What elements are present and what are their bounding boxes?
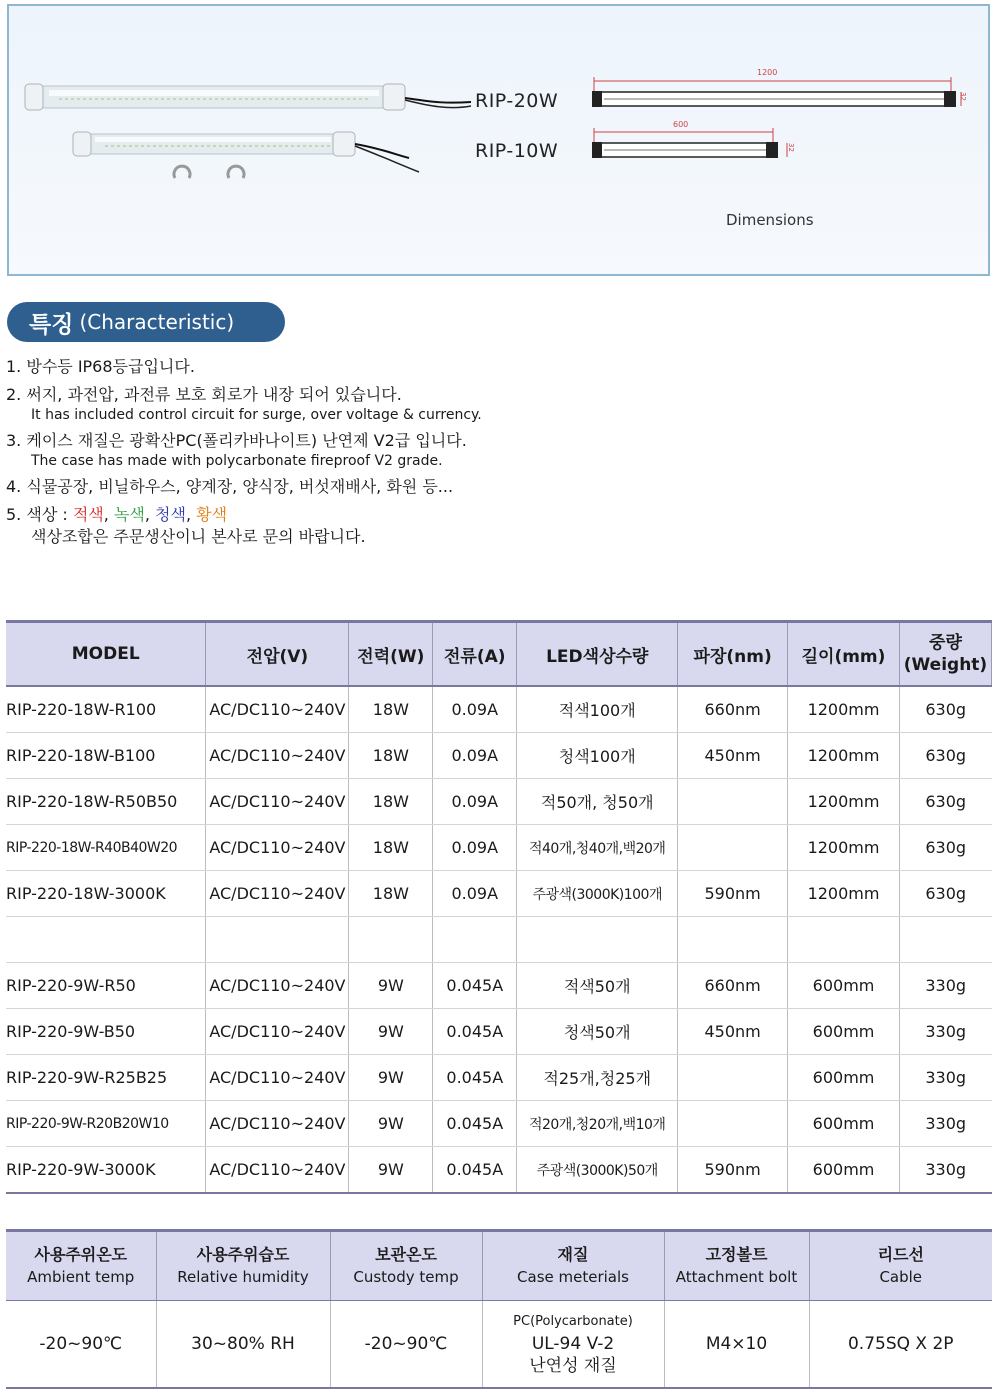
cell-power: 9W xyxy=(349,963,433,1009)
table-row xyxy=(6,1055,992,1101)
header-ambient-temp: 사용주위온도 Ambient temp xyxy=(6,1231,156,1301)
cell-voltage: AC/DC110~240V xyxy=(206,1101,349,1147)
cell-current: 0.09A xyxy=(433,779,517,825)
cell-led-count: 주광색(3000K)100개 xyxy=(517,871,678,917)
cell-wavelength: 590nm xyxy=(678,1147,788,1194)
environment-values-row xyxy=(6,1301,992,1389)
color-orange: 황색 xyxy=(196,505,228,524)
cell-wavelength: 660nm xyxy=(678,686,788,733)
cell-length: 1200mm xyxy=(788,686,900,733)
feature-item-4: 4. 식물공장, 비닐하우스, 양계장, 양식장, 버섯재배사, 화원 등... xyxy=(6,477,454,496)
header-custody-temp: 보관온도 Custody temp xyxy=(330,1231,482,1301)
cell-model: RIP-220-9W-R50 xyxy=(6,963,206,1009)
cell-power: 9W xyxy=(349,1055,433,1101)
cell-wavelength xyxy=(678,1101,788,1147)
cell-length: 600mm xyxy=(788,1055,900,1101)
cell-model: RIP-220-9W-B50 xyxy=(6,1009,206,1055)
lamp-10w-image xyxy=(73,132,419,172)
feature-list xyxy=(6,356,766,554)
cell-power: 9W xyxy=(349,1147,433,1194)
cell-led-count: 적색100개 xyxy=(517,686,678,733)
cell-length: 1200mm xyxy=(788,825,900,871)
cell-voltage: AC/DC110~240V xyxy=(206,733,349,779)
cell-led-count: 적40개,청40개,백20개 xyxy=(517,825,678,871)
cell-current: 0.09A xyxy=(433,686,517,733)
cell-length: 1200mm xyxy=(788,733,900,779)
cell-voltage: AC/DC110~240V xyxy=(206,1009,349,1055)
cell-voltage xyxy=(206,917,349,963)
section-title-en: (Characteristic) xyxy=(79,310,235,334)
custody-temp-value: -20~90℃ xyxy=(330,1301,482,1389)
cell-led-count: 적색50개 xyxy=(517,963,678,1009)
cell-model: RIP-220-18W-3000K xyxy=(6,871,206,917)
cell-power xyxy=(349,917,433,963)
header-humidity: 사용주위습도 Relative humidity xyxy=(156,1231,330,1301)
color-green: 녹색 xyxy=(113,505,145,524)
cell-model: RIP-220-9W-R25B25 xyxy=(6,1055,206,1101)
cell-weight: 630g xyxy=(899,825,991,871)
cell-wavelength: 450nm xyxy=(678,733,788,779)
material-value: PC(Polycarbonate) UL-94 V-2 난연성 재질 xyxy=(482,1301,664,1389)
header-weight: 중량 (Weight) xyxy=(899,622,991,687)
dim-10w-length: 600 xyxy=(673,120,689,129)
lamp-20w-image xyxy=(25,84,471,110)
cell-current: 0.045A xyxy=(433,1147,517,1194)
cell-current: 0.09A xyxy=(433,871,517,917)
table-row xyxy=(6,917,992,963)
table-row xyxy=(6,686,992,733)
feature-item-2: 2. 써지, 과전압, 과전류 보호 회로가 내장 되어 있습니다. It has included control circuit for surge, over voltage & currency. xyxy=(6,385,482,423)
dimension-drawing-20w xyxy=(592,77,961,107)
feature-item-1: 1. 방수등 IP68등급입니다. xyxy=(6,357,195,376)
table-row xyxy=(6,1101,992,1147)
cell-weight: 630g xyxy=(899,779,991,825)
cell-voltage: AC/DC110~240V xyxy=(206,686,349,733)
cell-wavelength: 590nm xyxy=(678,871,788,917)
cell-voltage: AC/DC110~240V xyxy=(206,779,349,825)
header-voltage: 전압(V) xyxy=(206,622,349,687)
cell-weight: 330g xyxy=(899,1147,991,1194)
spec-table-header xyxy=(6,622,992,687)
cell-led-count: 적50개, 청50개 xyxy=(517,779,678,825)
cell-weight: 630g xyxy=(899,871,991,917)
cell-voltage: AC/DC110~240V xyxy=(206,963,349,1009)
cell-weight: 330g xyxy=(899,963,991,1009)
header-material: 재질 Case meterials xyxy=(482,1231,664,1301)
cell-power: 18W xyxy=(349,779,433,825)
color-red: 적색 xyxy=(72,505,104,524)
environment-table-header xyxy=(6,1231,992,1301)
table-row xyxy=(6,825,992,871)
cell-led-count: 주광색(3000K)50개 xyxy=(517,1147,678,1194)
cell-power: 18W xyxy=(349,733,433,779)
header-power: 전력(W) xyxy=(349,622,433,687)
cell-power: 18W xyxy=(349,871,433,917)
dim-10w-height: 32 xyxy=(787,143,795,152)
cell-led-count: 청색50개 xyxy=(517,1009,678,1055)
cell-power: 9W xyxy=(349,1101,433,1147)
cell-current: 0.09A xyxy=(433,733,517,779)
cell-power: 18W xyxy=(349,686,433,733)
header-cable: 리드선 Cable xyxy=(809,1231,992,1301)
header-model: MODEL xyxy=(6,622,206,687)
cell-weight: 630g xyxy=(899,686,991,733)
cell-wavelength: 660nm xyxy=(678,963,788,1009)
feature-item-5: 5. 색상 : 적색, 녹색, 청색, 황색 색상조합은 주문생산이니 본사로 문의 바랍니다. xyxy=(6,505,366,546)
cell-voltage: AC/DC110~240V xyxy=(206,825,349,871)
cable-value: 0.75SQ X 2P xyxy=(809,1301,992,1389)
cell-wavelength: 450nm xyxy=(678,1009,788,1055)
ambient-temp-value: -20~90℃ xyxy=(6,1301,156,1389)
table-row xyxy=(6,871,992,917)
product-hero-panel xyxy=(7,4,990,276)
characteristic-section-title xyxy=(7,302,285,342)
cell-weight: 330g xyxy=(899,1009,991,1055)
cell-model: RIP-220-18W-B100 xyxy=(6,733,206,779)
table-row xyxy=(6,1009,992,1055)
cell-current: 0.045A xyxy=(433,1055,517,1101)
spec-table xyxy=(6,620,992,1194)
cell-model: RIP-220-18W-R100 xyxy=(6,686,206,733)
table-row xyxy=(6,1147,992,1194)
cell-wavelength xyxy=(678,917,788,963)
cell-model: RIP-220-9W-R20B20W10 xyxy=(6,1101,206,1147)
cell-model: RIP-220-18W-R50B50 xyxy=(6,779,206,825)
cell-voltage: AC/DC110~240V xyxy=(206,871,349,917)
cell-length: 600mm xyxy=(788,1009,900,1055)
cell-led-count: 청색100개 xyxy=(517,733,678,779)
cell-voltage: AC/DC110~240V xyxy=(206,1147,349,1194)
cell-model: RIP-220-9W-3000K xyxy=(6,1147,206,1194)
humidity-value: 30~80% RH xyxy=(156,1301,330,1389)
cell-power: 9W xyxy=(349,1009,433,1055)
lamp-10w-label: RIP-10W xyxy=(475,140,559,162)
dimensions-caption: Dimensions xyxy=(726,211,814,229)
header-bolt: 고정볼트 Attachment bolt xyxy=(664,1231,809,1301)
dim-20w-height: 32 xyxy=(959,92,967,101)
cell-weight: 630g xyxy=(899,733,991,779)
cell-length: 1200mm xyxy=(788,871,900,917)
color-blue: 청색 xyxy=(155,505,186,524)
cell-weight xyxy=(899,917,991,963)
header-current: 전류(A) xyxy=(433,622,517,687)
table-row xyxy=(6,779,992,825)
feature-item-3: 3. 케이스 재질은 광확산PC(폴리카바나이트) 난연제 V2급 입니다. The case has made with polycarbonate fireproof V2 grade. xyxy=(6,431,467,469)
cell-wavelength xyxy=(678,825,788,871)
cell-weight: 330g xyxy=(899,1055,991,1101)
header-led-count: LED색상수량 xyxy=(517,622,678,687)
cell-length: 600mm xyxy=(788,1147,900,1194)
cell-power: 18W xyxy=(349,825,433,871)
cell-led-count: 적25개,청25개 xyxy=(517,1055,678,1101)
mounting-clip-icon xyxy=(174,166,244,178)
cell-length: 1200mm xyxy=(788,779,900,825)
dimension-drawing-10w xyxy=(592,128,787,158)
cell-length xyxy=(788,917,900,963)
cell-current: 0.045A xyxy=(433,1009,517,1055)
table-row xyxy=(6,963,992,1009)
header-length: 길이(mm) xyxy=(788,622,900,687)
table-row xyxy=(6,733,992,779)
bolt-value: M4×10 xyxy=(664,1301,809,1389)
cell-model xyxy=(6,917,206,963)
cell-voltage: AC/DC110~240V xyxy=(206,1055,349,1101)
cell-model: RIP-220-18W-R40B40W20 xyxy=(6,825,206,871)
section-title-ko: 특징 xyxy=(29,311,74,338)
environment-table xyxy=(6,1229,992,1389)
cell-current: 0.045A xyxy=(433,963,517,1009)
lamp-20w-label: RIP-20W xyxy=(475,90,559,112)
cell-wavelength xyxy=(678,1055,788,1101)
cell-current: 0.09A xyxy=(433,825,517,871)
cell-length: 600mm xyxy=(788,963,900,1009)
cell-led-count: 적20개,청20개,백10개 xyxy=(517,1101,678,1147)
header-wavelength: 파장(nm) xyxy=(678,622,788,687)
cell-length: 600mm xyxy=(788,1101,900,1147)
cell-current: 0.045A xyxy=(433,1101,517,1147)
cell-weight: 330g xyxy=(899,1101,991,1147)
cell-led-count xyxy=(517,917,678,963)
cell-current xyxy=(433,917,517,963)
dim-20w-length: 1200 xyxy=(757,68,778,77)
cell-wavelength xyxy=(678,779,788,825)
